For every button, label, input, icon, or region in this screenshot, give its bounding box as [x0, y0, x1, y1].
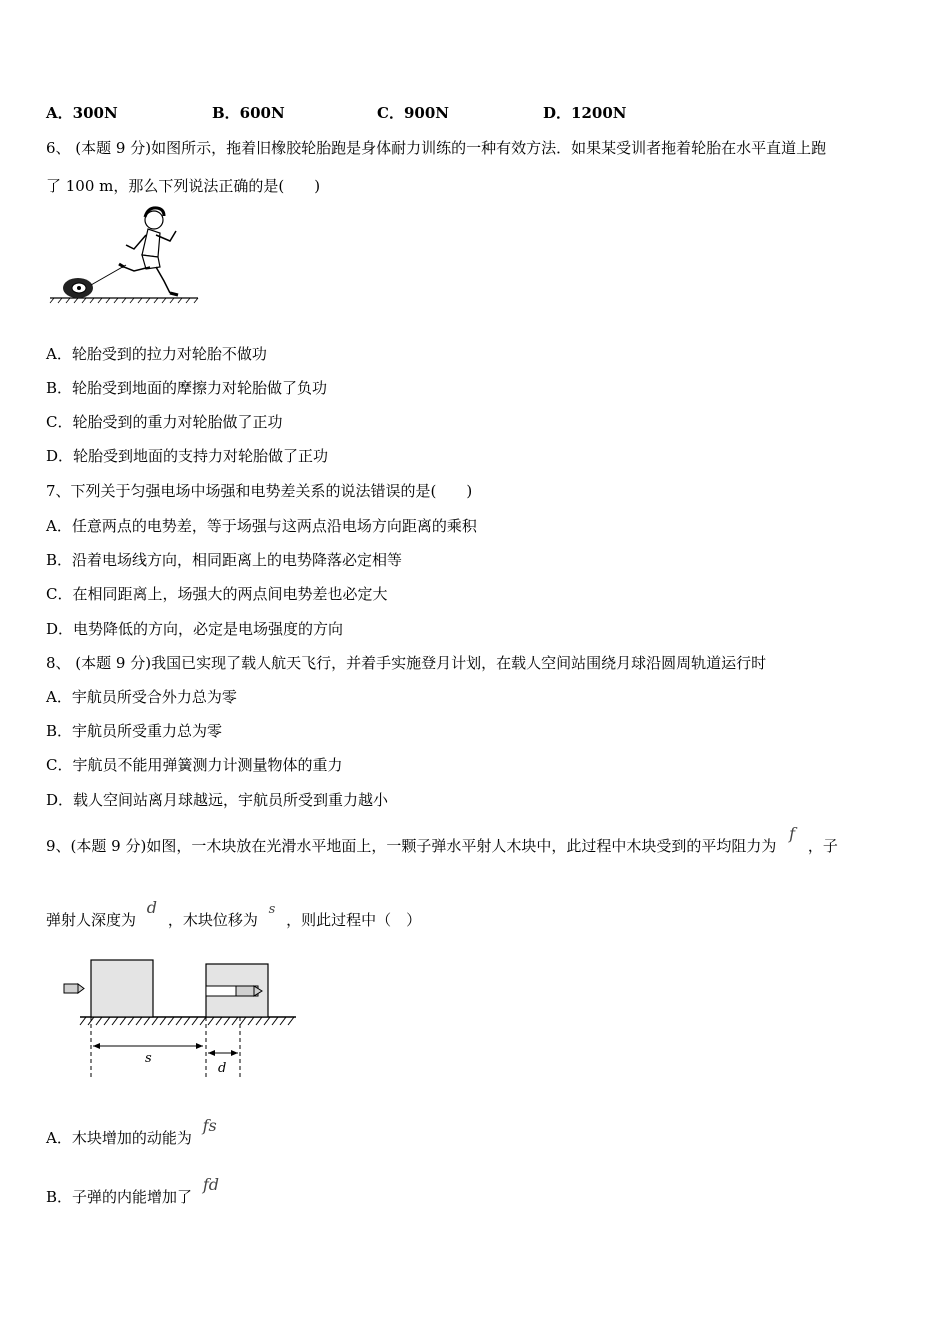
q7-option-b: B．沿着电场线方向，相同距离上的电势降落必定相等: [46, 551, 403, 569]
q6-option-a: A．轮胎受到的拉力对轮胎不做功: [46, 345, 267, 363]
q8-option-c: C．宇航员不能用弹簧测力计测量物体的重力: [46, 756, 343, 774]
q9-line1-text: 9、(本题 9 分)如图，一木块放在光滑水平地面上，一颗子弹水平射人木块中，此过程中木块受到的平均阻力为: [46, 837, 777, 855]
q9-line1-end: ，子: [807, 837, 838, 855]
q7-option-a: A．任意两点的电势差，等于场强与这两点沿电场方向距离的乘积: [46, 517, 477, 535]
q6-option-b: B．轮胎受到地面的摩擦力对轮胎做了负功: [46, 379, 328, 397]
q5-option-c: C．900N: [377, 104, 449, 122]
q9-line2-a: 弹射人深度为: [46, 911, 137, 929]
d-label: d: [218, 1061, 227, 1076]
q6-stem-line1: 6、 (本题 9 分)如图所示，拖着旧橡胶轮胎跑是身体耐力训练的一种有效方法．如果某受训者拖着轮胎在水平直道上跑: [46, 139, 827, 157]
q8-option-d: D．载人空间站离月球越远，宇航员所受到重力越小: [46, 791, 389, 809]
q9-option-a: [46, 1116, 217, 1148]
q9-option-b-math: fd: [202, 1175, 219, 1194]
q9-option-a-text: A．木块增加的动能为: [46, 1129, 192, 1147]
q9-d-symbol: d: [146, 898, 158, 917]
q7-stem: 7、下列关于匀强电场中场强和电势差关系的说法错误的是( ): [46, 482, 473, 500]
q5-option-b: B．600N: [212, 104, 285, 122]
runner-tire-figure: [46, 205, 202, 305]
q6-option-d: D．轮胎受到地面的支持力对轮胎做了正功: [46, 447, 329, 465]
q8-option-a: A．宇航员所受合外力总为零: [46, 688, 237, 706]
q9-stem-line1: [46, 824, 838, 856]
q6-stem-line2: 了 100 m，那么下列说法正确的是( ): [46, 177, 321, 195]
q9-line2-b: ，木块位移为: [167, 911, 258, 929]
q9-s-symbol: s: [268, 902, 276, 917]
q8-option-b: B．宇航员所受重力总为零: [46, 722, 223, 740]
q9-option-a-math: fs: [202, 1116, 217, 1135]
q7-option-c: C．在相同距离上，场强大的两点间电势差也必定大: [46, 585, 388, 603]
q8-stem: 8、 (本题 9 分)我国已实现了载人航天飞行，并着手实施登月计划，在载人空间站围绕月球沿圆周轨道运行时: [46, 654, 767, 672]
q5-option-a: A．300N: [46, 104, 118, 122]
q6-option-c: C．轮胎受到的重力对轮胎做了正功: [46, 413, 283, 431]
q5-option-d: D．1200N: [543, 104, 627, 122]
q9-option-b-text: B．子弹的内能增加了: [46, 1188, 193, 1206]
s-label: s: [145, 1051, 152, 1066]
q9-option-b: [46, 1175, 219, 1207]
bullet-block-figure: [46, 950, 306, 1085]
q7-option-d: D．电势降低的方向，必定是电场强度的方向: [46, 620, 344, 638]
q9-f-symbol: f: [789, 824, 796, 843]
q9-line2-c: ，则此过程中（ ）: [286, 911, 422, 929]
q9-stem-line2: [46, 898, 422, 930]
